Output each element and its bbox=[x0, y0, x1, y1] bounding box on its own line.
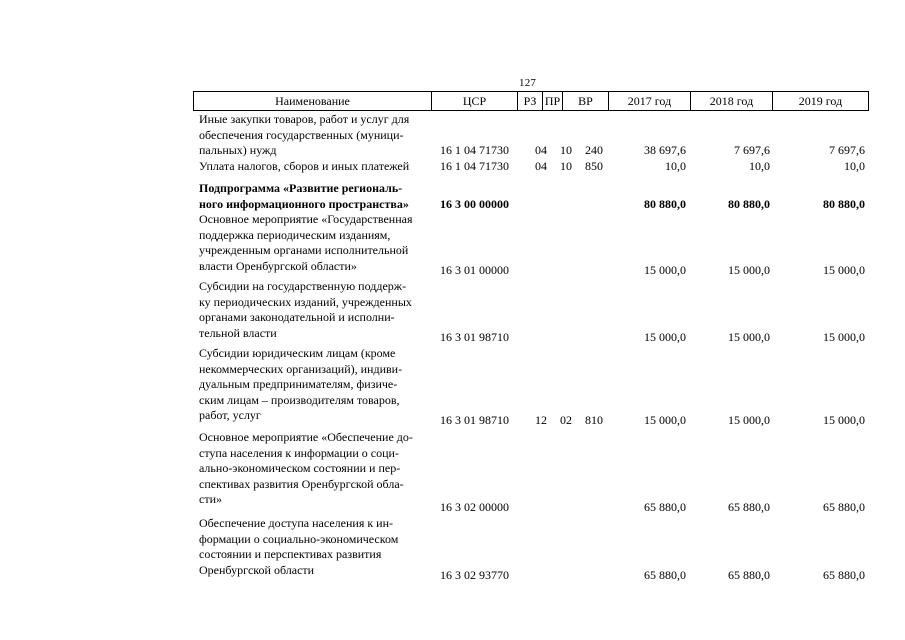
row-2019: 15 000,0 bbox=[823, 263, 865, 277]
row-2017: 65 880,0 bbox=[644, 568, 686, 582]
header-pr: ПР bbox=[542, 92, 562, 110]
row-name: Основное мероприятие «Государственная поддержка периодическим изданиям, учрежденным органами исполнительной власти Оренбургской области» bbox=[199, 212, 413, 273]
row-code: 16 3 01 98710 bbox=[440, 413, 509, 427]
row-2019: 65 880,0 bbox=[823, 568, 865, 582]
row-pr: 10 bbox=[560, 159, 572, 173]
row-2018: 80 880,0 bbox=[728, 196, 770, 211]
row-name: Субсидии юридическим лицам (кроме некоммерческих организаций), индиви- дуальным предпринимателям, физиче- ским лицам – производителям товаров, работ, услуг bbox=[199, 346, 403, 423]
row-2017: 15 000,0 bbox=[644, 263, 686, 277]
header-2017: 2017 год bbox=[608, 92, 690, 110]
row-2017: 80 880,0 bbox=[644, 196, 686, 211]
row-pr: 02 bbox=[560, 413, 572, 427]
row-name: Обеспечение доступа населения к ин- формации о социально-экономическом состоянии и перспективах развития Оренбургской области bbox=[199, 516, 399, 577]
row-rz: 12 bbox=[535, 413, 547, 427]
row-rz: 04 bbox=[535, 143, 547, 158]
row-name: Основное мероприятие «Обеспечение до- ступа населения к информации о соци- ально-экономическом состоянии и пер- спективах развития Оренбургской обла- сти» bbox=[199, 430, 413, 507]
header-rz: РЗ bbox=[517, 92, 542, 110]
header-csr: ЦСР bbox=[431, 92, 517, 110]
row-name: Подпрограмма «Развитие региональ- ного информационного пространства» bbox=[199, 181, 409, 211]
row-name: Иные закупки товаров, работ и услуг для обеспечения государственных (муници- пальных) нужд bbox=[199, 112, 410, 158]
row-code: 16 1 04 71730 bbox=[440, 143, 509, 158]
row-2018: 65 880,0 bbox=[728, 500, 770, 514]
row-code: 16 3 02 00000 bbox=[440, 500, 509, 514]
row-code: 16 3 01 00000 bbox=[440, 263, 509, 277]
row-2019: 65 880,0 bbox=[823, 500, 865, 514]
row-2019: 15 000,0 bbox=[823, 413, 865, 427]
row-rz: 04 bbox=[535, 159, 547, 173]
row-2019: 15 000,0 bbox=[823, 330, 865, 344]
header-name: Наименование bbox=[193, 92, 431, 110]
row-code: 16 3 02 93770 bbox=[440, 568, 509, 582]
row-2018: 15 000,0 bbox=[728, 263, 770, 277]
row-2018: 10,0 bbox=[749, 159, 770, 173]
row-name: Уплата налогов, сборов и иных платежей bbox=[199, 159, 410, 173]
row-2017: 15 000,0 bbox=[644, 330, 686, 344]
row-vr: 850 bbox=[585, 159, 603, 173]
row-code: 16 3 00 00000 bbox=[440, 196, 509, 211]
row-vr: 810 bbox=[585, 413, 603, 427]
row-code: 16 3 01 98710 bbox=[440, 330, 509, 344]
row-2017: 38 697,6 bbox=[644, 143, 686, 158]
row-2019: 80 880,0 bbox=[823, 196, 865, 211]
row-code: 16 1 04 71730 bbox=[440, 159, 509, 173]
row-pr: 10 bbox=[560, 143, 572, 158]
row-2018: 65 880,0 bbox=[728, 568, 770, 582]
row-2018: 15 000,0 bbox=[728, 330, 770, 344]
header-2019: 2019 год bbox=[772, 92, 869, 110]
row-2017: 15 000,0 bbox=[644, 413, 686, 427]
header-2018: 2018 год bbox=[690, 92, 772, 110]
row-name: Субсидии на государственную поддерж- ку периодических изданий, учрежденных органами законодательной и исполни- тельной власти bbox=[199, 279, 412, 340]
table-header bbox=[193, 91, 869, 111]
row-2018: 7 697,6 bbox=[734, 143, 770, 158]
row-2019: 10,0 bbox=[844, 159, 865, 173]
row-2018: 15 000,0 bbox=[728, 413, 770, 427]
row-2017: 10,0 bbox=[665, 159, 686, 173]
header-vr: ВР bbox=[562, 92, 608, 110]
row-vr: 240 bbox=[585, 143, 603, 158]
page-number: 127 bbox=[519, 77, 537, 89]
row-2019: 7 697,6 bbox=[829, 143, 865, 158]
row-2017: 65 880,0 bbox=[644, 500, 686, 514]
